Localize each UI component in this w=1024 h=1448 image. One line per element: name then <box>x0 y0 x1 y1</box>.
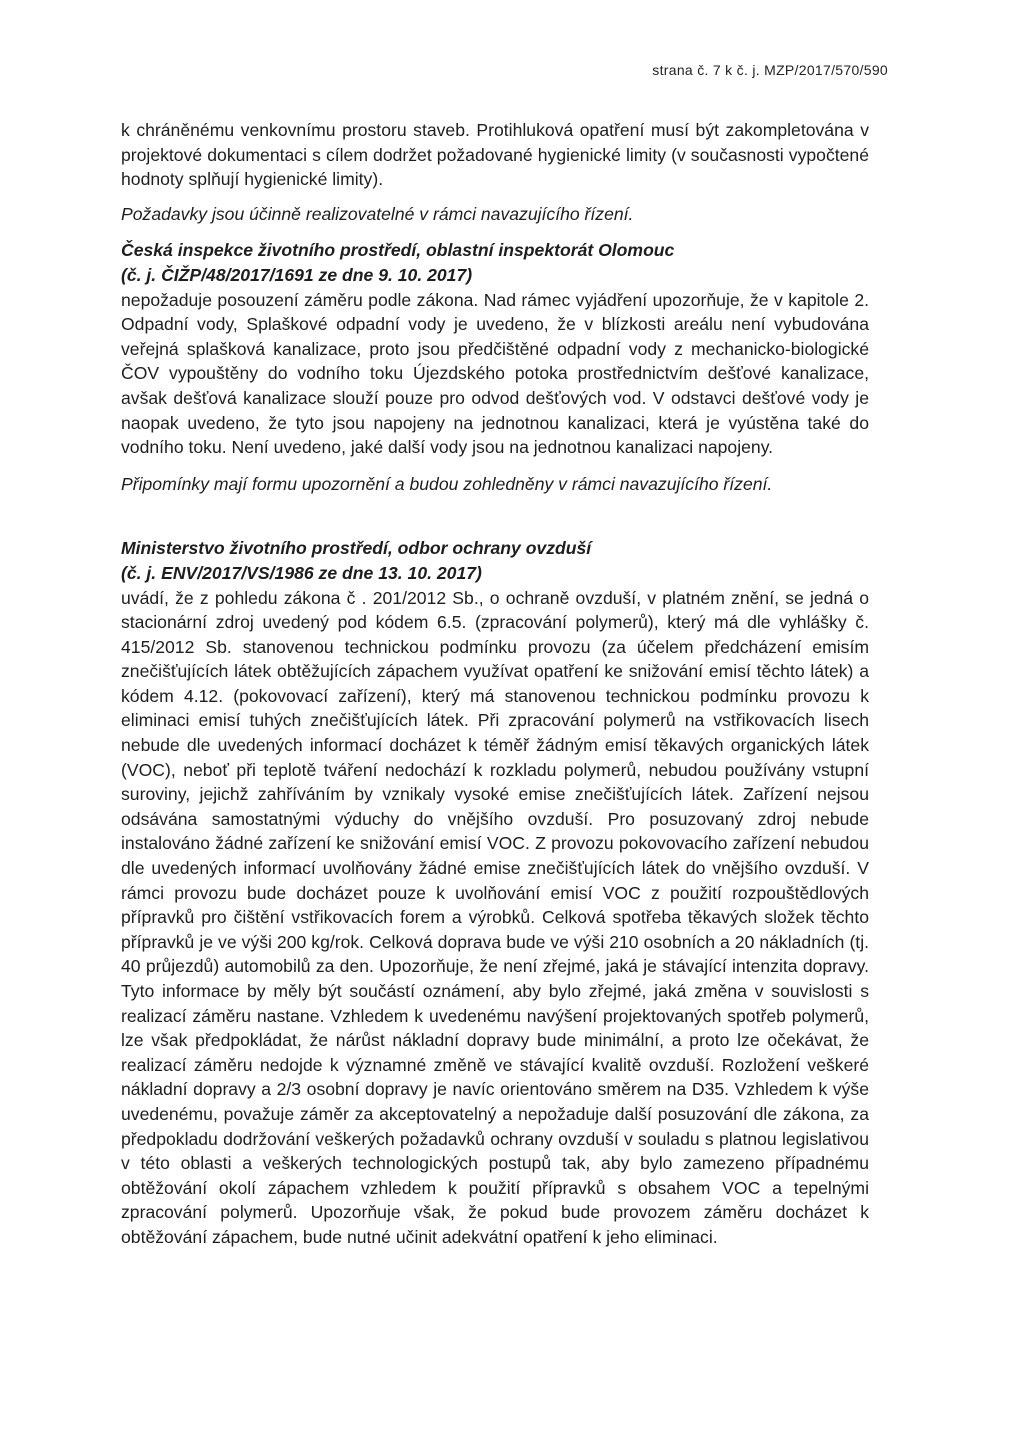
section3-heading <box>121 536 869 585</box>
section2-conclusion: Připomínky mají formu upozornění a budou zohledněny v rámci navazujícího řízení. <box>121 473 773 494</box>
document-body <box>121 118 869 1250</box>
section2-heading <box>121 238 869 287</box>
section3-title: Ministerstvo životního prostředí, odbor ochrany ovzduší <box>121 538 592 559</box>
section3-paragraph: uvádí, že z pohledu zákona č . 201/2012 Sb., o ochraně ovzduší, v platném znění, se jedná o stacionární zdroj uvedený pod kódem 6.5. (zpracování polymerů), který má dle vyhlášky č. 415/2012 Sb. stanovenou technickou podmínku provozu (za účelem předcházení emisím znečišťujících látek obtěžujících zápachem využívat opatření ke snižování emisí těchto látek) a kódem 4.12. (pokovovací zařízení), který má stanovenou technickou podmínku provozu k eliminaci emisí tuhých znečišťujících látek. Při zpracování polymerů na vstřikovacích lisech nebude dle uvedených informací docházet k téměř žádným emisí těkavých organických látek (VOC), neboť při teplotě tváření nedochází k rozkladu polymerů, nebudou používány vstupní suroviny, jejichž zahříváním by vznikaly vysoké emise znečišťujících látek. Zařízení nejsou odsávána samostatnými výduchy do vnějšího ovzduší. Pro posuzovaný zdroj nebude instalováno žádné zařízení ke snižování emisí VOC. Z provozu pokovovacího zařízení nebudou dle uvedených informací uvolňovány žádné emise znečišťujících látek do vnějšího ovzduší. V rámci provozu bude docházet pouze k uvolňování emisí VOC z použití rozpouštědlových přípravků pro čištění vstřikovacích forem a výrobků. Celková spotřeba těkavých složek těchto přípravků je ve výši 200 kg/rok. Celková doprava bude ve výši 210 osobních a 20 nákladních (tj. 40 průjezdů) automobilů za den. Upozorňuje, že není zřejmé, jaká je stávající intenzita dopravy. Tyto informace by měly být součástí oznámení, aby bylo zřejmé, jaká změna v souvislosti s realizací záměru nastane. Vzhledem k uvedenému navýšení projektovaných spotřeb polymerů, lze však předpokládat, že nárůst nákladní dopravy bude minimální, a proto lze očekávat, že realizací záměru nedojde k významné změně ve stávající kvalitě ovzduší. Rozložení veškeré nákladní dopravy a 2/3 osobní dopravy je navíc orientováno směrem na D35. Vzhledem k výše uvedenému, považuje záměr za akceptovatelný a nepožaduje další posuzování dle zákona, za předpokladu dodržování veškerých požadavků ochrany ovzduší v souladu s platnou legislativou v této oblasti a veškerých technologických postupů tak, aby bylo zamezeno případnému obtěžování okolí zápachem vzhledem k použití přípravků s obsahem VOC a tepelnými zpracování polymerů. Upozorňuje však, že pokud bude provozem záměru docházet k obtěžování zápachem, bude nutné učinit adekvátní opatření k jeho eliminaci. <box>121 587 869 1247</box>
section2-paragraph: nepožaduje posouzení záměru podle zákona. Nad rámec vyjádření upozorňuje, že v kapitole 2. Odpadní vody, Splaškové odpadní vody je uvedeno, že v blízkosti areálu není vybudována veřejná splašková kanalizace, proto jsou předčištěné odpadní vody z mechanicko-biologické ČOV vypouštěny do vodního toku Újezdského potoka prostřednictvím dešťové kanalizace, avšak dešťová kanalizace slouží pouze pro odvod dešťových vod. V odstavci dešťové vody je naopak uvedeno, že tyto jsou napojeny na jednotnou kanalizaci, která je vyústěna také do vodního toku. Není uvedeno, jaké další vody jsou na jednotnou kanalizaci napojeny. <box>121 289 869 458</box>
section1-paragraph: k chráněnému venkovnímu prostoru staveb. Protihluková opatření musí být zakompletována v projektové dokumentaci s cílem dodržet požadované hygienické limity (v současnosti vypočtené hodnoty splňují hygienické limity). <box>121 120 869 190</box>
section3-reference: (č. j. ENV/2017/VS/1986 ze dne 13. 10. 2017) <box>121 562 482 583</box>
section1-conclusion: Požadavky jsou účinně realizovatelné v rámci navazujícího řízení. <box>121 203 634 224</box>
section2-title: Česká inspekce životního prostředí, oblastní inspektorát Olomouc <box>121 240 675 261</box>
section2-reference: (č. j. ČIŽP/48/2017/1691 ze dne 9. 10. 2017) <box>121 264 473 285</box>
page-reference-header: strana č. 7 k č. j. MZP/2017/570/590 <box>652 62 888 78</box>
